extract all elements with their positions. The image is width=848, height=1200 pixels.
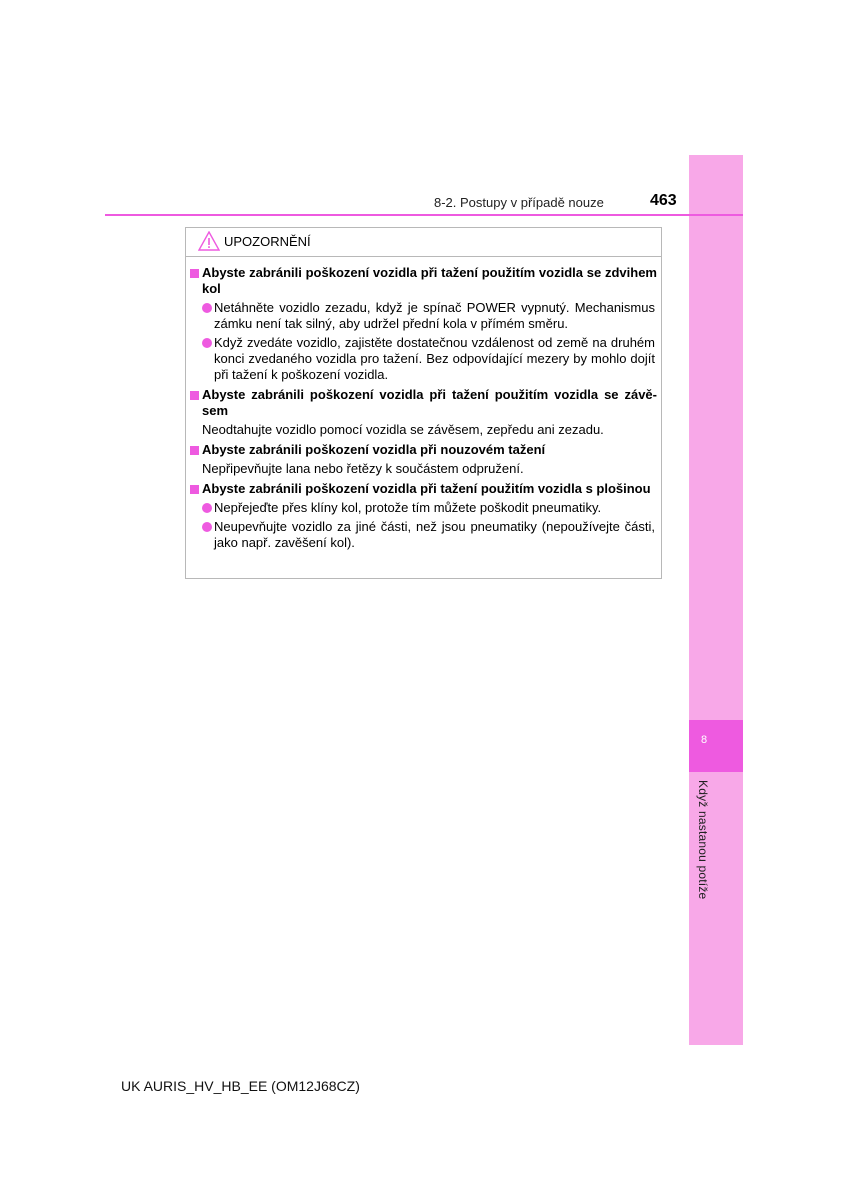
caution-section-heading: Abyste zabránili poškození vozidla při tažení použitím vozidla se zdvihem kol bbox=[190, 265, 657, 297]
square-bullet-icon bbox=[190, 485, 199, 494]
square-bullet-icon bbox=[190, 446, 199, 455]
circle-bullet-icon bbox=[202, 522, 212, 532]
caution-section-heading: Abyste zabránili poškození vozidla při nouzovém tažení bbox=[190, 442, 657, 458]
section-title: 8-2. Postupy v případě nouze bbox=[434, 195, 604, 210]
circle-bullet-icon bbox=[202, 338, 212, 348]
caution-header bbox=[186, 228, 661, 257]
caution-text: Neodtahujte vozidlo pomocí vozidla se závěsem, zepředu ani zezadu. bbox=[202, 422, 604, 437]
list-item: Když zvedáte vozidlo, zajistěte dostatečnou vzdálenost od země na druhém konci zvedaného vozidla pro tažení. Bez odpovídající mezery by mohlo dojít při tažení k poškození vozidla. bbox=[190, 335, 657, 383]
chapter-side-tab bbox=[689, 155, 743, 1045]
caution-box bbox=[185, 227, 662, 579]
chapter-number: 8 bbox=[701, 734, 708, 746]
caution-section-heading: Abyste zabránili poškození vozidla při tažení použitím vozidla s plošinou bbox=[190, 481, 657, 497]
list-item: Netáhněte vozidlo zezadu, když je spínač POWER vypnutý. Mechanismus zámku není tak silný, aby udržel přední kola v přímém směru. bbox=[190, 300, 657, 332]
model-code-footer: UK AURIS_HV_HB_EE (OM12J68CZ) bbox=[121, 1078, 360, 1094]
list-item: Neupevňujte vozidlo za jiné části, než jsou pneumatiky (nepoužívejte části, jako např. zavěšení kol). bbox=[190, 519, 657, 551]
warning-triangle-icon bbox=[198, 231, 220, 251]
caution-body bbox=[186, 257, 661, 551]
list-item: Nepřejeďte přes klíny kol, protože tím můžete poškodit pneumatiky. bbox=[190, 500, 657, 516]
chapter-number-box bbox=[689, 720, 743, 772]
circle-bullet-icon bbox=[202, 303, 212, 313]
header-rule bbox=[105, 214, 743, 216]
circle-bullet-icon bbox=[202, 503, 212, 513]
caution-section-heading: Abyste zabránili poškození vozidla při tažení použitím vozidla se závěsem bbox=[190, 387, 657, 419]
square-bullet-icon bbox=[190, 269, 199, 278]
caution-text: Nepřipevňujte lana nebo řetězy k součástem odpružení. bbox=[202, 461, 524, 476]
page-number: 463 bbox=[650, 192, 677, 209]
square-bullet-icon bbox=[190, 391, 199, 400]
caution-title: UPOZORNĚNÍ bbox=[224, 234, 311, 249]
chapter-title: Když nastanou potíže bbox=[696, 780, 710, 900]
